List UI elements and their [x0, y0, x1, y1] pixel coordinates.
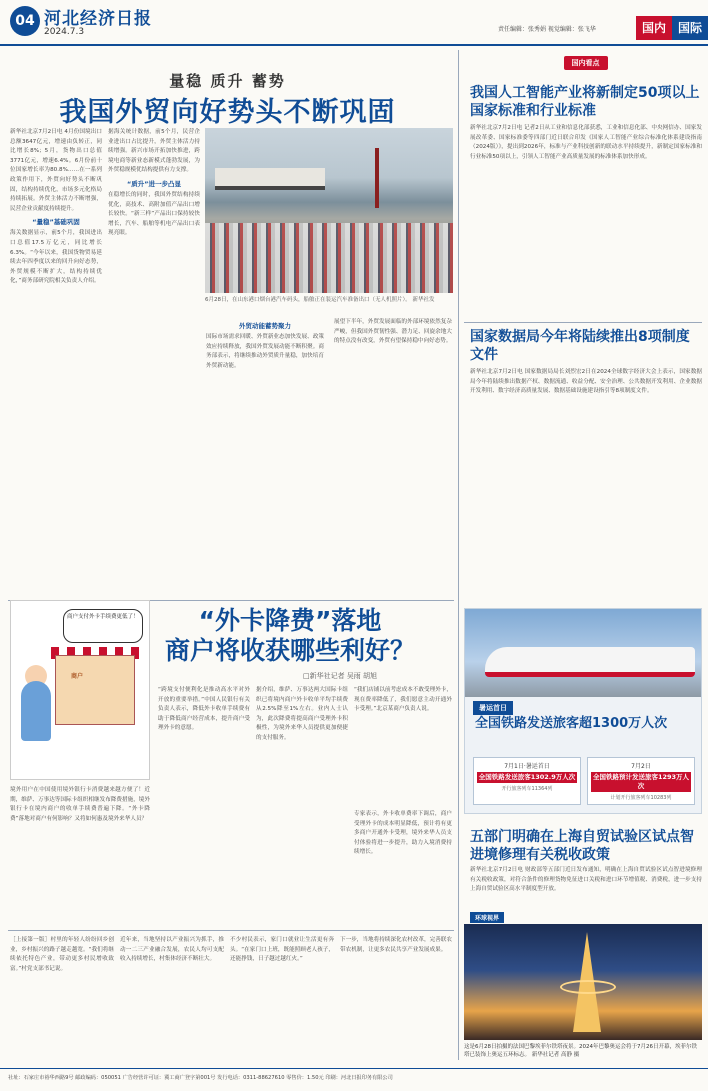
lead-kicker: 量稳 质升 蓄势	[169, 72, 286, 90]
train-shape	[485, 647, 695, 677]
waika-headline-line-2: 商户将收获哪些利好？	[164, 636, 415, 665]
cartoon-shop-sign: 商户	[71, 673, 84, 680]
waika-paragraph: 境外用户在中国使用境外银行卡消费越来越方便了！近期，维萨、万事达等国际卡组织相继发布降费措施，境外银行卡在境内商户的收单手续费普遍下降。“外卡降费”落地对商户有何影响？又将如何惠及境外来华人员？	[10, 787, 150, 822]
bottom-paragraph: 下一步，当地将持续深化农村改革，完善联农带农机制，让更多农民共享产业发展成果。	[340, 937, 452, 953]
photo-caption	[205, 296, 453, 304]
railway-stat-cards	[473, 757, 695, 805]
paris-photo-credit: 新华社记者 高静 摄	[531, 1052, 580, 1058]
railway-stat-main: 全国铁路预计发送旅客1293万人次	[592, 773, 690, 790]
port-photo	[205, 128, 453, 293]
editors-credit: 责任编辑：张秀娟 视觉编辑：张飞华	[498, 26, 596, 33]
lead-subhead-3: 外贸动能蓄势聚力	[239, 322, 291, 330]
section-tab-domestic[interactable]: 国内	[636, 16, 672, 40]
lead-paragraph: 展望下半年，外贸发展面临的外部环境依然复杂严峻，但我国外贸韧性强、潜力足、回旋余地大的特点没有改变，外贸有望保持稳中向好态势。	[334, 319, 452, 345]
free-trade-zone-body	[470, 866, 702, 910]
free-trade-zone-headline: 五部门明确在上海自贸试验区试点智进境修理有关税收政策	[470, 829, 694, 863]
waika-paragraph: 专家表示，外卡收单费率下调后，商户受理外卡的成本明显降低，预计将有更多商户开通外卡受理，境外来华人员支付体验将进一步提升，助力入境消费持续增长。	[354, 811, 452, 856]
railway-infographic	[464, 608, 702, 814]
waika-column-2	[158, 686, 250, 926]
data-bureau-headline: 国家数据局今年将陆续推出8项制度文件	[470, 329, 690, 363]
lead-column-4	[334, 318, 452, 598]
paris-photo-caption	[464, 1043, 702, 1059]
lead-column-1	[10, 128, 102, 598]
lead-column-3	[206, 318, 324, 598]
section-tabs	[636, 16, 708, 40]
car-carrier-ship-shape	[215, 168, 325, 190]
railway-stat-card	[587, 757, 695, 805]
right-rail-header	[463, 48, 708, 70]
bottom-column-4	[340, 936, 452, 1064]
railway-stat-card	[473, 757, 581, 805]
person-body-shape	[21, 681, 51, 741]
header-rule	[0, 44, 708, 46]
bottom-column-2	[120, 936, 224, 1064]
waika-byline: □新华社记者 吴雨 胡旭	[302, 672, 378, 680]
railway-stat-date: 7月2日	[631, 763, 651, 770]
page-footer: 社址：石家庄市裕华西路9号 邮政编码：050051 广告经营许可证：冀工商广登字第001号 发行电话：0311-88627610 零售价：1.50元 印刷：河北日报印务有限公司	[0, 1068, 708, 1091]
lead-headline: 我国外贸向好势头不断巩固	[59, 97, 396, 128]
lead-paragraph: 海关数据显示，前5个月，我国进出口总值17.5万亿元，同比增长6.3%。“今年以来，我国货物贸易延续去年四季度以来的回升向好态势，外贸规模不断扩大，结构持续优化，”商务部研究院相关负责人介绍。	[10, 230, 102, 285]
ai-standards-body	[470, 124, 702, 320]
section-rule	[8, 930, 454, 931]
photo-caption-text: 6月28日，在山东港口烟台港汽车码头，船舶正在装运汽车准备出口（无人机照片）。	[205, 297, 411, 303]
eiffel-tower-photo	[464, 924, 702, 1040]
waika-column-3	[256, 686, 348, 926]
lead-subhead-1: “量稳”基础巩固	[32, 218, 80, 227]
bottom-paragraph: ［上接第一版］村里的年轻人纷纷回乡创业，乡村振兴的路子越走越宽。“我们将继续依托特色产业，带动更多村民增收致富。”村党支部书记说。	[10, 937, 114, 972]
railway-stat-sub: 开行旅客列车11364列	[501, 786, 553, 792]
waika-paragraph: “我们店铺以前考虑成本不敢受理外卡，现在费率降低了，我们愿意主动开通外卡受理。”北京某商户负责人说。	[354, 687, 452, 713]
parked-cars-shape	[205, 223, 453, 293]
cartoon-illustration	[10, 600, 150, 780]
railway-headline: 全国铁路发送旅客超1300万人次	[475, 716, 668, 731]
free-trade-zone-paragraph: 新华社北京7月2日电 财政部等五部门近日发布通知，明确在上海自贸试验区试点智进境修理有关税收政策，对符合条件的修理货物免征进口关税和进口环节增值税、消费税，进一步支持上海自贸试验区高水平制度型开放。	[470, 867, 702, 893]
data-bureau-paragraph: 新华社北京7月2日电 国家数据局局长刘烈宏2日在2024全球数字经济大会上表示，国家数据局今年将陆续推出数据产权、数据流通、收益分配、安全治理、公共数据开发利用、企业数据开发利用、数字经济高质量发展、数据基础设施建设指引等8项制度文件。	[470, 369, 702, 395]
photo-credit: 新华社发	[412, 297, 435, 303]
railway-stat-sub: 计划开行旅客列车10283列	[610, 795, 672, 801]
cartoon-speech-bubble: 商户支付外卡手续费更低了！	[63, 609, 143, 643]
data-bureau-body	[470, 368, 702, 602]
lead-column-2	[108, 128, 200, 598]
waika-paragraph: “跨境支付便利化是推动高水平对外开放的重要举措。”中国人民银行有关负责人表示，降低外卡收单手续费有助于降低商户经营成本，提升商户受理外卡的意愿。	[158, 687, 250, 732]
waika-headline-line-1: “外卡降费”落地	[198, 606, 382, 635]
global-view-tag: 环球视界	[470, 912, 504, 923]
ai-standards-headline: 我国人工智能产业将新制定50项以上国家标准和行业标准	[470, 85, 700, 119]
waika-paragraph: 据介绍，维萨、万事达两大国际卡组织已将境内商户外卡收单平均手续费从2.5%降至1%左右。业内人士认为，此次降费将提高商户受理外卡积极性，为境外来华人员提供更加便捷的支付服务。	[256, 687, 348, 741]
bottom-column-1	[10, 936, 114, 1064]
masthead	[0, 0, 708, 44]
railway-photo	[465, 609, 702, 697]
railway-stat-main: 全国铁路发送旅客1302.9万人次	[478, 773, 576, 781]
lead-paragraph: 国际市场需求回暖、外贸新业态加快发展、政策效应持续释放，我国外贸发展动能不断积聚。商务部表示，将继续推动外贸质升量稳，加快培育外贸新动能。	[206, 334, 324, 369]
column-divider	[458, 50, 459, 1060]
page-number: 04	[10, 6, 40, 36]
waika-column-4	[354, 686, 452, 806]
right-rail-label: 国内看点	[564, 56, 608, 70]
railway-kicker: 暑运首日	[473, 701, 513, 715]
section-tab-international[interactable]: 国际	[672, 16, 708, 40]
paris-caption-text: 这是6月28日拍摄的法国巴黎埃菲尔铁塔夜景。2024年巴黎奥运会将于7月26日开幕，埃菲尔铁塔已装饰上奥运五环标志。	[464, 1044, 697, 1058]
bottom-column-3	[230, 936, 334, 1064]
olympic-rings-shape	[560, 980, 616, 994]
crane-shape	[375, 148, 379, 208]
paper-name: 河北经济日报	[44, 9, 152, 29]
section-rule	[464, 322, 702, 323]
bottom-paragraph: 不少村民表示，家门口就业让生活更有奔头。“在家门口上班，既能照顾老人孩子，还能挣钱，日子越过越红火。”	[230, 937, 334, 963]
ai-standards-paragraph: 新华社北京7月2日电 记者2日从工业和信息化部获悉，工业和信息化部、中央网信办、国家发展改革委、国家标准委等四部门近日联合印发《国家人工智能产业综合标准化体系建设指南（2024版）》，提出到2026年，标准与产业科技创新的联动水平持续提升，新制定国家标准和行业标准50项以上，引领人工智能产业高质量发展的标准体系加快形成。	[470, 125, 702, 160]
bottom-paragraph: 近年来，当地坚持以产业振兴为抓手，推动一二三产业融合发展，农民人均可支配收入持续增长，村集体经济不断壮大。	[120, 937, 224, 963]
waika-column-1	[10, 786, 150, 926]
railway-stat-date: 7月1日·暑运首日	[504, 763, 550, 770]
lead-paragraph: 新华社北京7月2日电 4月份国境出口总额3647亿元，增速由负转正，同比增长8%；5月，货物出口总值3771亿元，增速6.4%。6月份前十位国家增长率为80.8%……在一系列政策作用下，外贸向好势头不断巩固，结构持续优化，市场多元化格局持续拓展。外贸主体活力不断增强，民营企业贡献度持续提升。	[10, 129, 102, 212]
lead-subhead-2: “质升”进一步凸显	[126, 179, 182, 188]
lead-paragraph: 据海关统计数据，前5个月，民营企业进出口占比提升，外贸主体活力持续增强。新兴市场开拓加快推进，跨境电商等新业态新模式蓬勃发展，为外贸稳规模优结构提供有力支撑。	[108, 129, 200, 174]
waika-column-5	[354, 810, 452, 926]
issue-date: 2024.7.3	[44, 27, 85, 37]
shop-shape	[55, 655, 135, 725]
lead-paragraph: 在稳增长的同时，我国外贸结构持续优化，高技术、高附加值产品出口增长较快。“新三样”产品出口保持较快增长，汽车、船舶等机电产品出口表现亮眼。	[108, 191, 200, 237]
